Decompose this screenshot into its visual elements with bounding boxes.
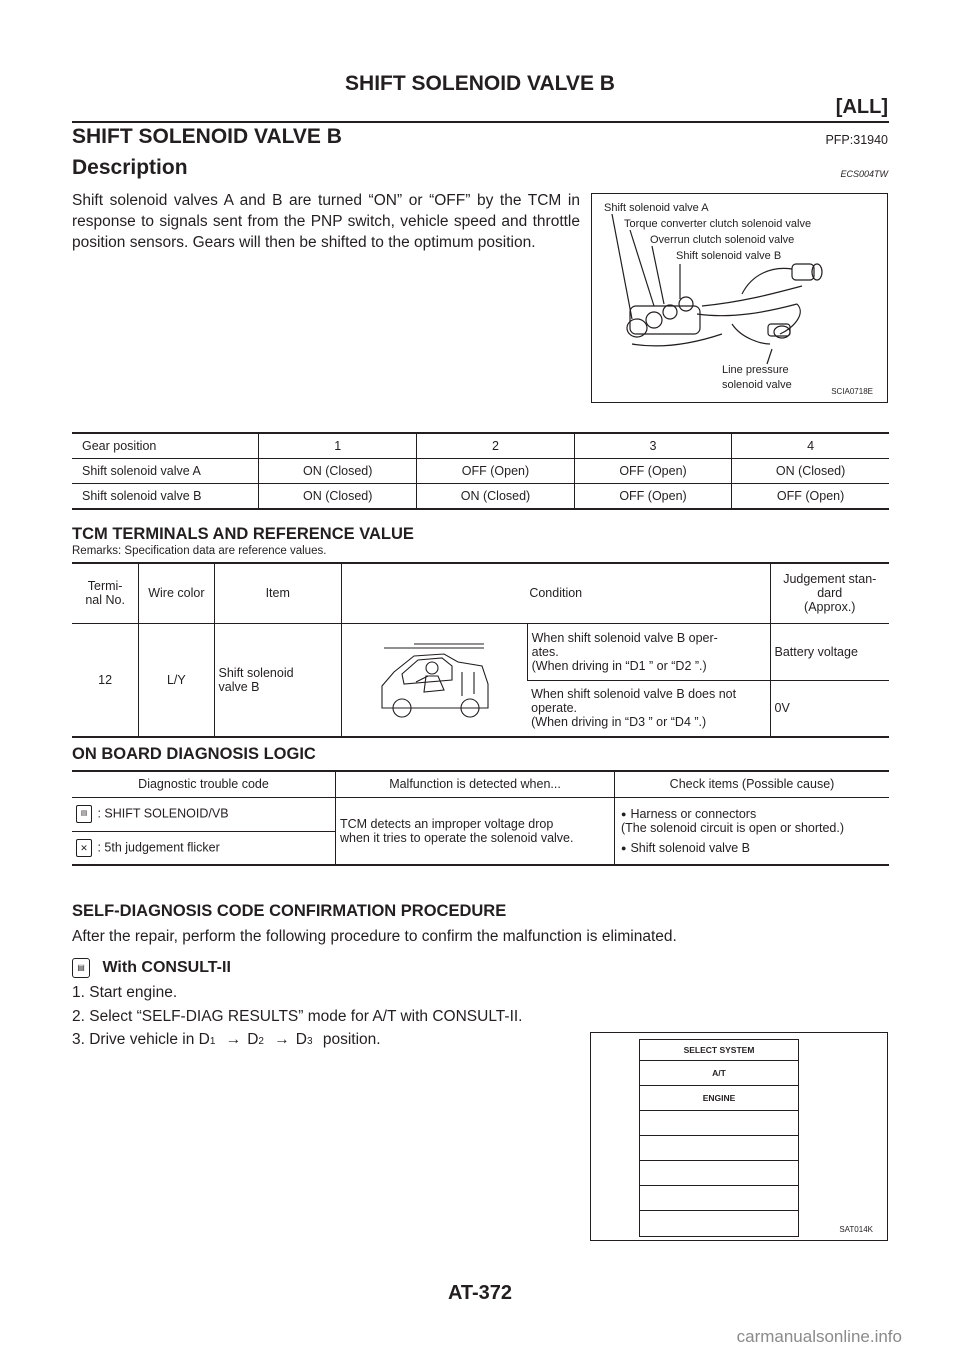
table-header-cell: Malfunction is detected when... [336,771,615,797]
condition-not-operate: When shift solenoid valve B does not operate. (When driving in “D3 ” or “D4 ”.) [531,687,737,730]
select-system-screen [639,1039,799,1237]
arrow-icon: → [274,1031,290,1048]
table-cell: OFF (Open) [732,484,889,510]
table-row [72,433,889,459]
table-header-cell: Wire color [139,563,214,623]
consult-row [72,958,231,978]
step-3-sub: 1 [209,1036,216,1047]
tcm-terminal-table [72,562,889,738]
step-3-d: D [247,1031,259,1048]
select-system-item: A/T [640,1061,798,1086]
condition-operates: When shift solenoid valve B oper- ates. (When driving in “D1 ” or “D2 ”.) [527,623,770,680]
figure-id: SAT014K [839,1225,873,1234]
table-cell: 4 [732,433,889,459]
check-items [615,797,890,865]
pfp-code: PFP:31940 [825,133,888,147]
table-cell: 1 [259,433,417,459]
no-tools-icon: ✕ [76,839,92,857]
step-3-prefix: 3. Drive vehicle in D [72,1031,210,1048]
page-number: AT-372 [447,1282,513,1304]
table-cell: ON (Closed) [259,484,417,510]
table-header-cell: Item [214,563,341,623]
table-row [72,484,889,510]
step-3-suffix: position. [322,1031,381,1048]
terminal-number: 12 [98,672,113,687]
step-3-sub: 3 [306,1036,313,1047]
select-system-item: ENGINE [640,1086,798,1111]
table-cell: ON (Closed) [417,484,575,510]
table-cell: ON (Closed) [259,459,417,484]
consult-label: With CONSULT-II [102,959,231,976]
table-cell: OFF (Open) [417,459,575,484]
table-header-cell: Diagnostic trouble code [72,771,336,797]
header-rule [72,121,889,123]
description-code: ECS004TW [840,169,888,179]
label-line-pressure-2: solenoid valve [722,379,792,391]
check-item: ● Shift solenoid valve B [621,841,883,855]
select-system-item [640,1161,798,1186]
consult-icon: ▤ [72,958,90,978]
table-row [72,623,889,680]
select-system-title: SELECT SYSTEM [640,1040,798,1061]
table-row [72,797,889,831]
page-header-section: [ALL] [835,96,888,118]
step-3 [72,1029,381,1052]
dtc-consult-text: : SHIFT SOLENOID/VB [97,806,229,821]
driver-car-icon [374,636,494,720]
judgement-not-operate: 0V [770,680,889,737]
table-header-cell: Check items (Possible cause) [615,771,890,797]
table-cell: Gear position [72,433,259,459]
label-shift-a: Shift solenoid valve A [604,202,709,214]
page-header-title: SHIFT SOLENOID VALVE B [345,72,615,95]
driver-illustration-cell [341,623,527,737]
table-cell: Shift solenoid valve B [82,489,202,503]
description-text: Shift solenoid valves A and B are turned “ON” or “OFF” by the TCM in response to signals sent from the PNP switch, vehicle speed and throttle position sensors. Gears will then be shifted to the optimum position. [72,192,580,251]
description-heading: Description [72,156,188,179]
table-header-cell: Judgement stan- dard (Approx.) [770,563,889,623]
judgement-operates: Battery voltage [770,623,889,680]
arrow-icon: → [225,1031,242,1048]
label-overrun: Overrun clutch solenoid valve [650,234,795,246]
table-header-cell: Condition [341,563,770,623]
step-3-sub: 2 [258,1036,264,1047]
dtc-consult [72,797,336,831]
select-system-item [640,1211,798,1235]
label-line-pressure: Line pressure [722,364,789,376]
obd-logic-table [72,770,889,866]
consult-icon: ▤ [76,805,92,823]
tcm-remarks: Remarks: Specification data are reference values. [72,545,327,557]
self-diag-heading: SELF-DIAGNOSIS CODE CONFIRMATION PROCEDURE [72,902,507,920]
label-torque-converter: Torque converter clutch solenoid valve [624,218,812,230]
select-system-item [640,1186,798,1211]
step-2: 2. Select “SELF-DIAG RESULTS” mode for A/T with CONSULT-II. [72,1008,523,1025]
table-cell: ON (Closed) [732,459,889,484]
select-system-item [640,1136,798,1161]
table-cell: Shift solenoid valve A [72,459,259,484]
obd-heading: ON BOARD DIAGNOSIS LOGIC [72,745,316,763]
table-row [72,771,889,797]
select-system-item [640,1111,798,1136]
self-diag-intro: After the repair, perform the following procedure to confirm the malfunction is eliminated. [72,928,677,945]
table-row [72,459,889,484]
main-heading: SHIFT SOLENOID VALVE B [72,125,342,148]
table-cell: OFF (Open) [574,459,731,484]
dtc-no-tools-text: : 5th judgement flicker [97,840,220,855]
step-1: 1. Start engine. [72,984,178,1001]
select-system-figure [590,1032,888,1241]
figure-id: SCIA0718E [831,387,873,396]
item: Shift solenoid valve B [214,623,341,737]
solenoid-figure [591,193,888,403]
gear-position-table [72,432,889,510]
dtc-no-tools [72,831,336,865]
table-cell: OFF (Open) [574,484,731,510]
label-shift-b: Shift solenoid valve B [676,250,782,262]
table-row [72,563,889,623]
malfunction-text: TCM detects an improper voltage drop when it tries to operate the solenoid valve. [336,797,615,865]
table-cell: 2 [417,433,575,459]
step-3-d: D [295,1031,307,1048]
table-cell: 3 [574,433,731,459]
watermark: carmanualsonline.info [736,1327,902,1346]
check-item: ● Harness or connectors (The solenoid circuit is open or shorted.) [621,807,883,835]
table-header-cell: Termi- nal No. [72,563,139,623]
wire-color: L/Y [139,623,214,737]
tcm-heading: TCM TERMINALS AND REFERENCE VALUE [72,525,414,543]
